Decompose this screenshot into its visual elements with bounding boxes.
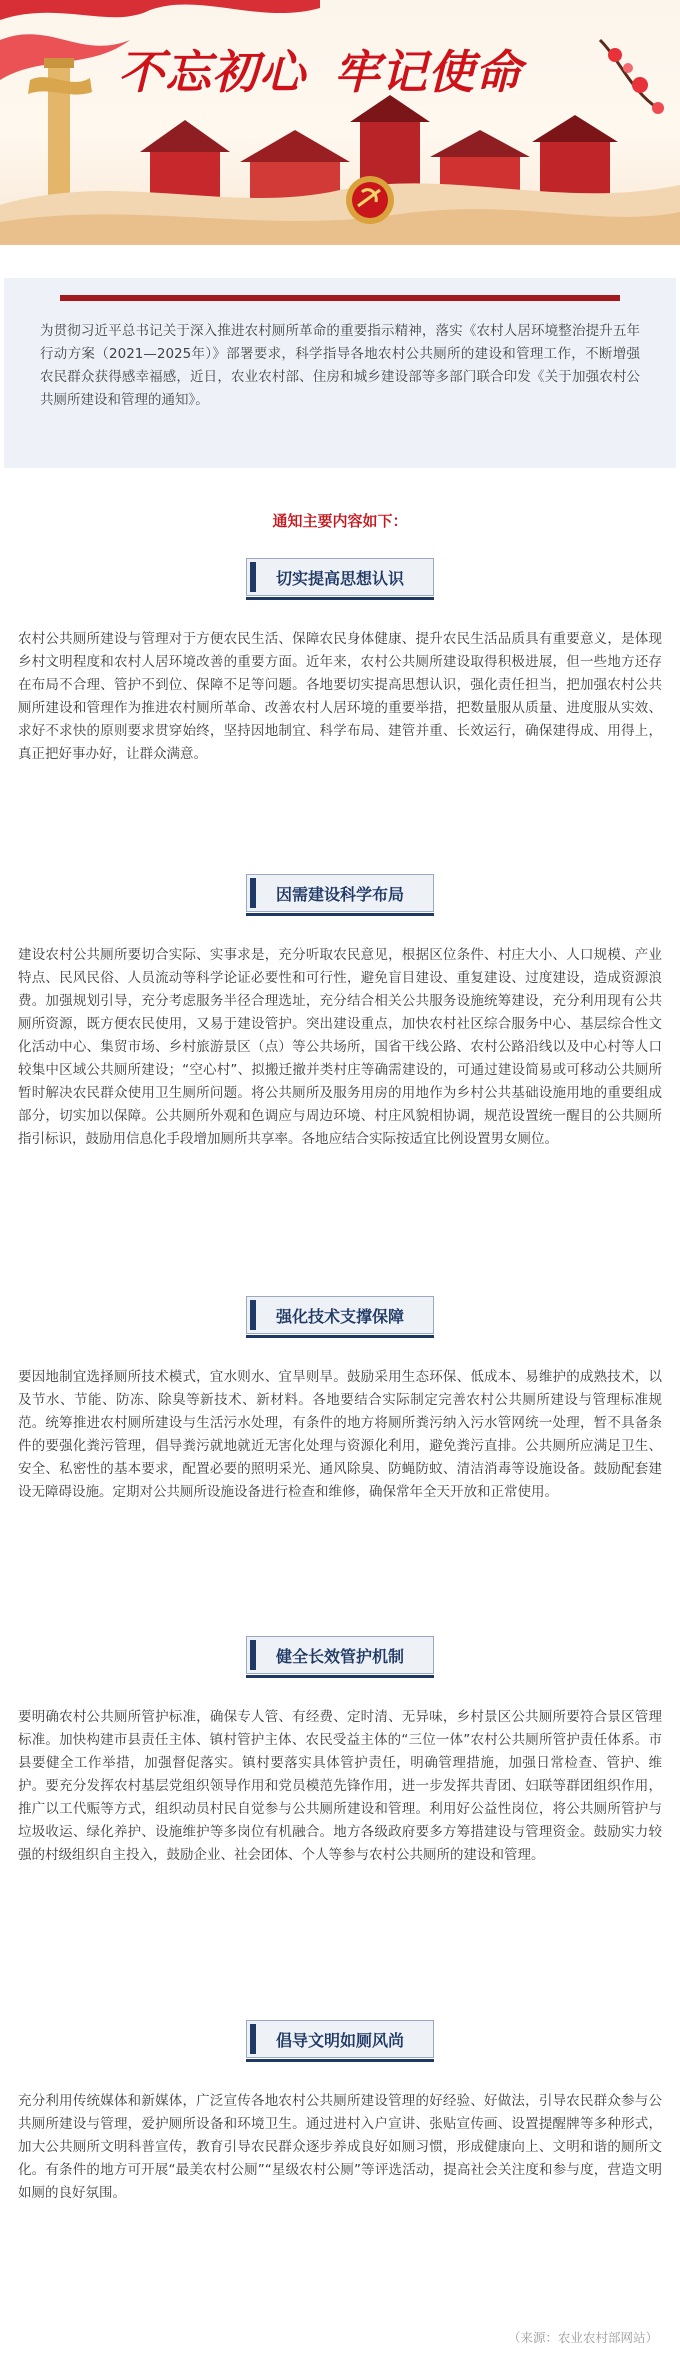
section-body-2: 建设农村公共厕所要切合实际、实事求是，充分听取农民意见，根据区位条件、村庄大小、人口规模、产业特点、民风民俗、人员流动等科学论证必要性和可行性，避免盲目建设、重复建设、过度建设，造成资源浪费。加强规划引导，充分考虑服务半径合理选址，充分结合相关公共服务设施统筹建设，充分利用现有公共厕所资源，既方便农民使用，又易于建设管护。突出建设重点，加快农村社区综合服务中心、基层综合性文化活动中心、集贸市场、乡村旅游景区（点）等公共场所，国省干线公路、农村公路沿线以及中心村等人口较集中区域公共厕所建设；“空心村”、拟搬迁撤并类村庄等确需建设的，可通过建设简易或可移动公共厕所暂时解决农民群众使用卫生厕所问题。将公共厕所及服务用房的用地作为乡村公共基础设施用地的重要组成部分，切实加以保障。公共厕所外观和色调应与周边环境、村庄风貌相协调，规范设置统一醒目的公共厕所指引标识，鼓励用信息化手段增加厕所共享率。各地应结合实际按适宜比例设置男女厕位。 bbox=[18, 947, 662, 1147]
section-body-5: 充分利用传统媒体和新媒体，广泛宣传各地农村公共厕所建设管理的好经验、好做法，引导农民群众参与公共厕所建设与管理，爱护厕所设备和环境卫生。通过进村入户宣讲、张贴宣传画、设置提醒牌等多种形式，加大公共厕所文明科普宣传，教育引导农民群众逐步养成良好如厕习惯，形成健康向上、文明和谐的厕所文化。有条件的地方可开展“最美农村公厕”“星级农村公厕”等评选活动，提高社会关注度和参与度，营造文明如厕的良好氛围。 bbox=[18, 2093, 662, 2201]
banner-title bbox=[118, 36, 522, 102]
section-body-4: 要明确农村公共厕所管护标准，确保专人管、有经费、定时清、无异味，乡村景区公共厕所要符合景区管理标准。加快构建市县责任主体、镇村管护主体、农民受益主体的“三位一体”农村公共厕所管护责任体系。市县要健全工作举措，加强督促落实。镇村要落实具体管护责任，明确管理措施，加强日常检查、管护、维护。要充分发挥农村基层党组织领导作用和党员模范先锋作用，进一步发挥共青团、妇联等群团组织作用，推广以工代赈等方式，组织动员村民自觉参与公共厕所建设和管理。利用好公益性岗位，将公共厕所管护与垃圾收运、绿化养护、设施维护等多岗位有机融合。地方各级政府要多方筹措建设与管理资金。鼓励实力较强的村级组织自主投入，鼓励企业、社会团体、个人等参与农村公共厕所的建设和管理。 bbox=[18, 1709, 662, 1863]
section-title-5: 倡导文明如厕风尚 bbox=[246, 2020, 434, 2058]
section-title-2: 因需建设科学布局 bbox=[246, 874, 434, 912]
intro-text: 为贯彻习近平总书记关于深入推进农村厕所革命的重要指示精神，落实《农村人居环境整治提升五年行动方案（2021—2025年）》部署要求，科学指导各地农村公共厕所的建设和管理工作，不断增强农民群众获得感幸福感，近日，农业农村部、住房和城乡建设部等多部门联合印发《关于加强农村公共厕所建设和管理的通知》。 bbox=[40, 323, 640, 408]
source-credit: （来源：农业农村部网站） bbox=[507, 2330, 658, 2345]
intro-accent-bar bbox=[60, 295, 620, 301]
banner bbox=[0, 0, 680, 245]
section-title-3: 强化技术支撑保障 bbox=[246, 1296, 434, 1334]
section-body-3: 要因地制宜选择厕所技术模式，宜水则水、宜旱则旱。鼓励采用生态环保、低成本、易维护的成熟技术，以及节水、节能、防冻、除臭等新技术、新材料。各地要结合实际制定完善农村公共厕所建设与管理标准规范。统筹推进农村厕所建设与生活污水处理，有条件的地方将厕所粪污纳入污水管网统一处理，暂不具备条件的要强化粪污管理，倡导粪污就地就近无害化处理与资源化利用，避免粪污直排。公共厕所应满足卫生、安全、私密性的基本要求，配置必要的照明采光、通风除臭、防蝇防蚊、清洁消毒等设施设备。鼓励配套建设无障碍设施。定期对公共厕所设施设备进行检查和维修，确保常年全天开放和正常使用。 bbox=[18, 1369, 662, 1500]
section-heading-4 bbox=[0, 1636, 680, 1676]
section-body-1: 农村公共厕所建设与管理对于方便农民生活、保障农民身体健康、提升农民生活品质具有重要意义，是体现乡村文明程度和农村人居环境改善的重要方面。近年来，农村公共厕所建设取得积极进展，但一些地方还存在布局不合理、管护不到位、保障不足等问题。各地要切实提高思想认识，强化责任担当，把加强农村公共厕所建设和管理作为推进农村厕所革命、改善农村人居环境的重要举措，把数量服从质量、进度服从实效、求好不求快的原则要求贯穿始终，坚持因地制宜、科学布局、建管并重、长效运行，确保建得成、用得上，真正把好事办好，让群众满意。 bbox=[18, 631, 662, 762]
notice-heading: 通知主要内容如下： bbox=[272, 512, 408, 530]
section-heading-5 bbox=[0, 2020, 680, 2060]
section-heading-2 bbox=[0, 874, 680, 914]
banner-title-part2: 牢记使命 bbox=[334, 45, 522, 99]
section-title-4: 健全长效管护机制 bbox=[246, 1636, 434, 1674]
banner-title-part1: 不忘初心 bbox=[118, 45, 306, 99]
section-heading-3 bbox=[0, 1296, 680, 1336]
section-title-1: 切实提高思想认识 bbox=[246, 558, 434, 596]
section-heading-1 bbox=[0, 558, 680, 598]
